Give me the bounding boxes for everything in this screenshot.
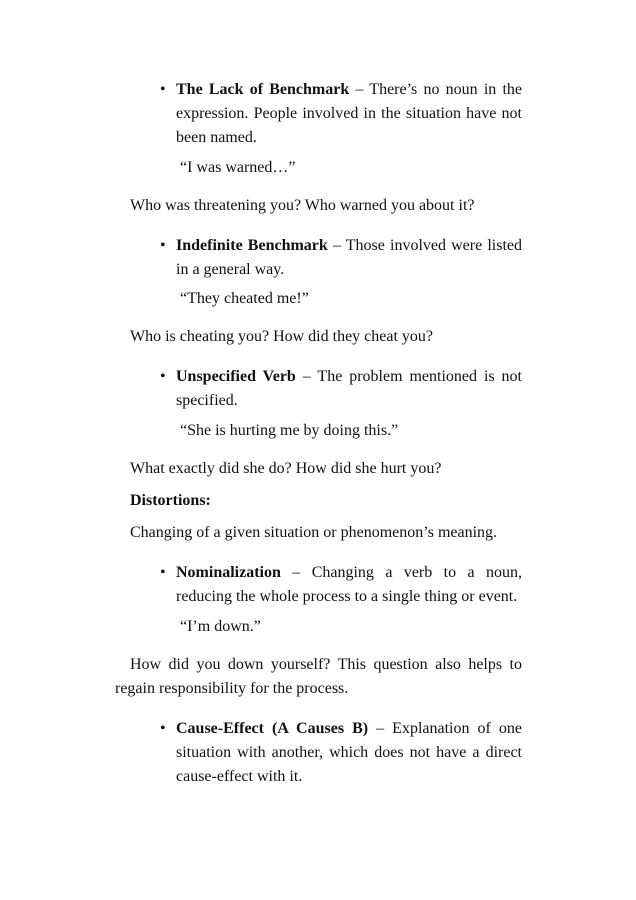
example-unspecified-verb: “She is hurting me by doing this.” (180, 422, 399, 439)
definition-unspecified-verb: – The problem mentioned is not specified. (176, 368, 523, 409)
heading-distortions: Distortions: (130, 492, 211, 509)
question-indefinite-benchmark: Who is cheating you? How did they cheat you? (130, 328, 434, 345)
definition-cause-effect: – Explanation of one situation with another, which does not have a direct cause-effect with it. (176, 720, 522, 785)
term-lack-of-benchmark: The Lack of Benchmark (176, 81, 350, 98)
bullet-text (176, 717, 522, 789)
bullet-icon: • (160, 81, 166, 98)
question-unspecified-verb: What exactly did she do? How did she hurt you? (130, 460, 442, 477)
bullet-icon: • (160, 368, 166, 385)
bullet-icon: • (160, 564, 166, 581)
bullet-icon: • (160, 237, 166, 254)
bullet-unspecified-verb (160, 365, 522, 413)
example-lack-of-benchmark: “I was warned…” (180, 159, 296, 176)
definition-indefinite-benchmark: – Those involved were listed in a general way. (176, 237, 523, 278)
distortions-description: Changing of a given situation or phenomenon’s meaning. (130, 524, 498, 541)
term-unspecified-verb: Unspecified Verb (176, 368, 296, 385)
bullet-cause-effect (160, 717, 522, 789)
bullet-icon: • (160, 720, 166, 737)
term-nominalization: Nominalization (176, 564, 281, 581)
bullet-text (176, 561, 522, 609)
bullet-text (176, 234, 522, 282)
question-lack-of-benchmark: Who was threatening you? Who warned you about it? (130, 197, 475, 214)
bullet-indefinite-benchmark (160, 234, 522, 282)
bullet-nominalization (160, 561, 522, 609)
bullet-lack-of-benchmark (160, 78, 522, 150)
definition-lack-of-benchmark: – There’s no noun in the expression. People involved in the situation have not been named. (176, 81, 522, 146)
example-nominalization: “I’m down.” (180, 618, 261, 635)
term-cause-effect: Cause-Effect (A Causes B) (176, 720, 369, 737)
bullet-text (176, 78, 522, 150)
question-nominalization: How did you down yourself? This question also helps to regain responsibility for the process. (115, 656, 522, 697)
definition-nominalization: – Changing a verb to a noun, reducing the whole process to a single thing or event. (176, 564, 522, 605)
example-indefinite-benchmark: “They cheated me!” (180, 290, 309, 307)
bullet-text (176, 365, 522, 413)
term-indefinite-benchmark: Indefinite Benchmark (176, 237, 328, 254)
